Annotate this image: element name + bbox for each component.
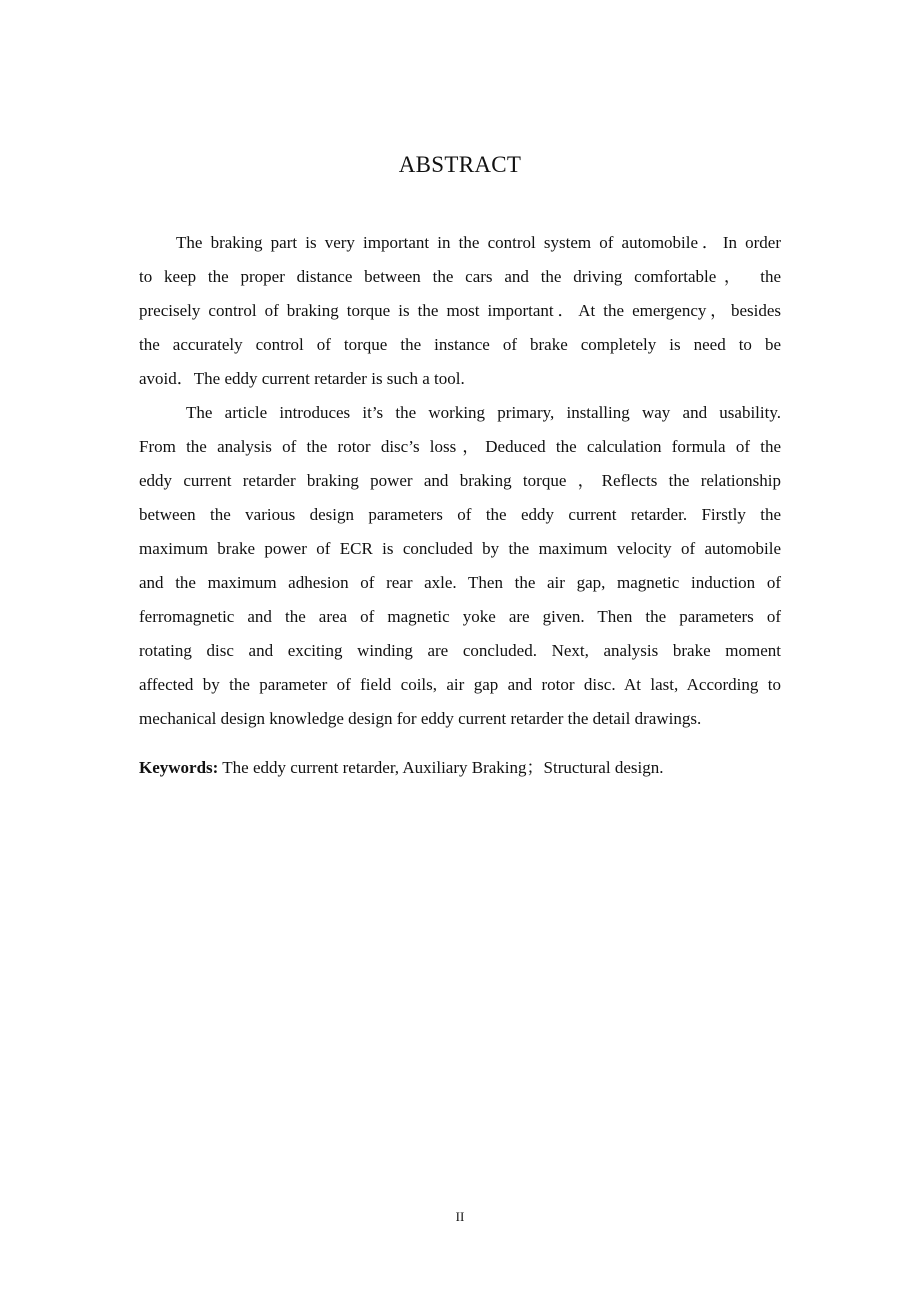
paragraph-line: and the maximum adhesion of rear axle. Then the air gap, magnetic induction of: [139, 573, 781, 592]
paragraph-line: mechanical design knowledge design for eddy current retarder the detail drawings.: [139, 709, 702, 728]
paragraph-line: to keep the proper distance between the cars and the driving comfortable， the: [139, 267, 781, 286]
paragraph-line: maximum brake power of ECR is concluded by the maximum velocity of automobile: [139, 539, 781, 558]
paragraph-line: the accurately control of torque the instance of brake completely is need to be: [139, 335, 781, 354]
paragraph-line: The braking part is very important in the control system of automobile．In order: [176, 233, 781, 252]
paragraph-line: avoid．The eddy current retarder is such a tool.: [139, 369, 465, 388]
abstract-paragraph-1: [139, 226, 781, 396]
paragraph-line: ferromagnetic and the area of magnetic yoke are given. Then the parameters of: [139, 607, 781, 626]
page-number: II: [455, 1209, 465, 1224]
abstract-body: [139, 226, 781, 736]
keywords-line: [139, 755, 799, 781]
paragraph-line: The article introduces it’s the working primary, installing way and usability.: [186, 403, 781, 422]
abstract-heading: ABSTRACT: [398, 152, 522, 177]
keywords-label: Keywords:: [139, 758, 219, 777]
paragraph-line: precisely control of braking torque is the most important．At the emergency，besides: [139, 301, 781, 320]
paragraph-line: rotating disc and exciting winding are concluded. Next, analysis brake moment: [139, 641, 781, 660]
paragraph-line: eddy current retarder braking power and braking torque ，Reflects the relationship: [139, 471, 781, 490]
keywords-text: The eddy current retarder, Auxiliary Braking；Structural design.: [218, 758, 664, 777]
paragraph-line: affected by the parameter of field coils, air gap and rotor disc. At last, According to: [139, 675, 781, 694]
paragraph-line: From the analysis of the rotor disc’s loss，Deduced the calculation formula of the: [139, 437, 781, 456]
abstract-paragraph-2: [139, 396, 781, 736]
paragraph-line: between the various design parameters of the eddy current retarder. Firstly the: [139, 505, 781, 524]
